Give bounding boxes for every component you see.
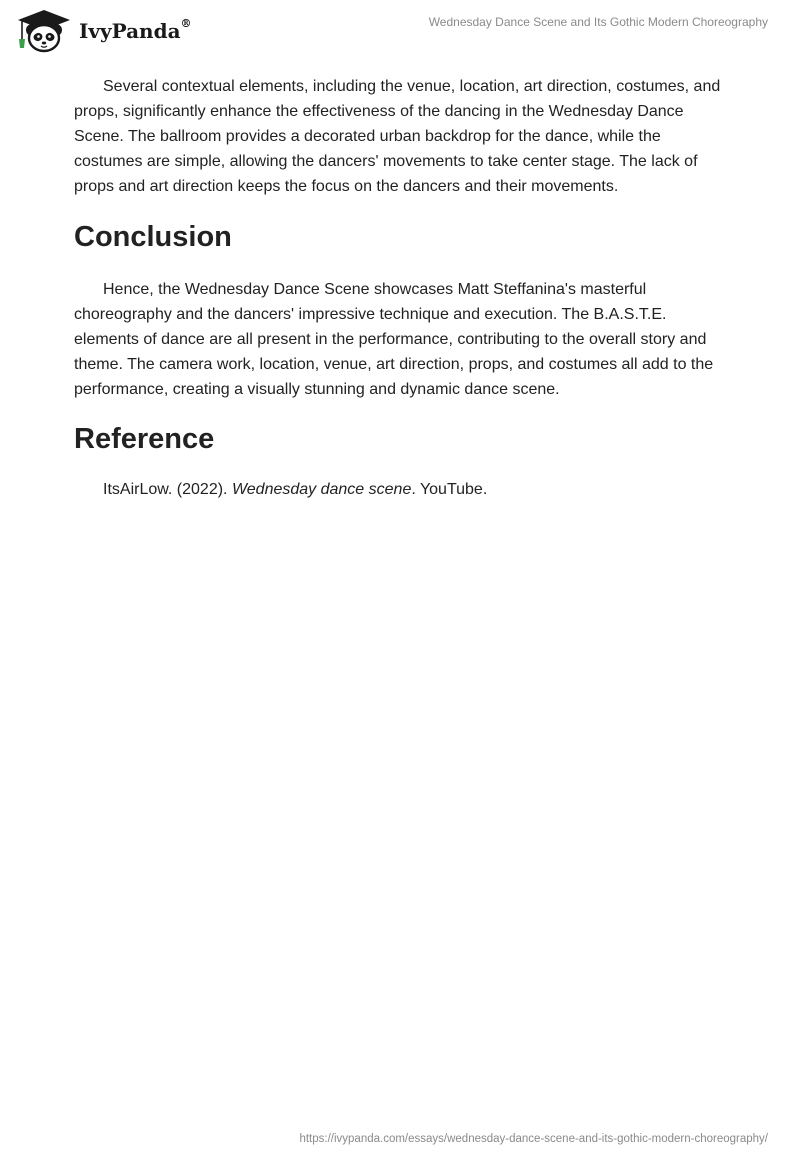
registered-mark: ® [180, 17, 192, 31]
page-header [0, 0, 800, 60]
reference-source: . YouTube. [411, 481, 488, 498]
conclusion-heading: Conclusion [74, 221, 232, 253]
ivypanda-logo[interactable] [14, 6, 192, 54]
panda-graduation-cap-icon [14, 6, 74, 54]
body-paragraph: Several contextual elements, including the venue, location, art direction, costumes, and props, significantly enhance the effectiveness of the dancing in the Wednesday Dance Scene. The ballroom provides a decorated urban backdrop for the dance, while the costumes are simple, allowing the dancers' movements to take center stage. The lack of props and art direction keeps the focus on the dancers and their movements. [74, 78, 721, 195]
reference-entry [74, 477, 724, 502]
footer-url[interactable]: https://ivypanda.com/essays/wednesday-dance-scene-and-its-gothic-modern-choreography/ [299, 1133, 768, 1145]
logo-wordmark: IvyPanda® [79, 17, 192, 43]
running-title: Wednesday Dance Scene and Its Gothic Modern Choreography [428, 15, 768, 29]
reference-author-year: ItsAirLow. (2022). [103, 481, 232, 498]
reference-heading: Reference [74, 423, 215, 455]
conclusion-paragraph: Hence, the Wednesday Dance Scene showcases Matt Steffanina's masterful choreography and the dancers' impressive technique and execution. The B.A.S.T.E. elements of dance are all present in the performance, contributing to the overall story and theme. The camera work, location, venue, art direction, props, and costumes all add to the performance, creating a visually stunning and dynamic dance scene. [74, 281, 714, 398]
reference-title: Wednesday dance scene [231, 481, 412, 498]
essay-content [74, 74, 724, 502]
